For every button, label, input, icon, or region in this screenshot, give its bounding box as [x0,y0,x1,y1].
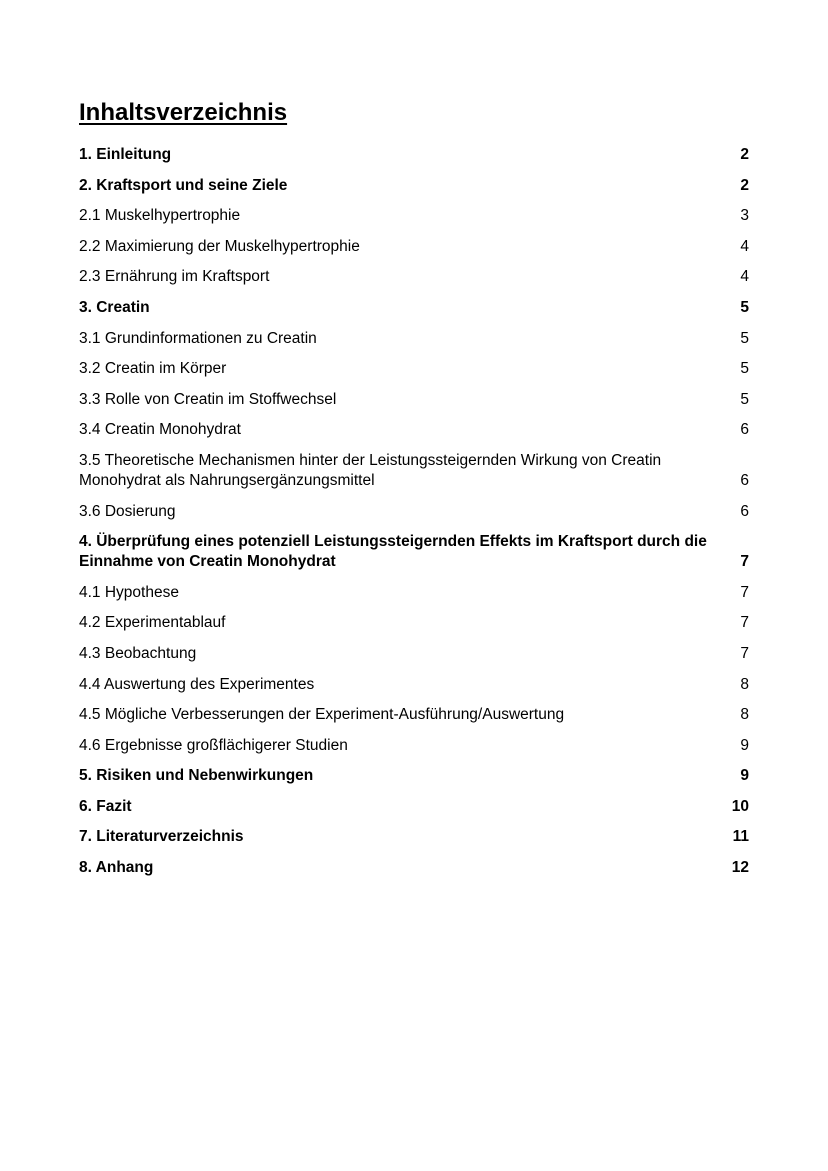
toc-entry [79,644,749,664]
toc-entry-label: 2.3 Ernährung im Kraftsport [79,268,270,286]
toc-entry [79,390,749,410]
toc-entry [79,502,749,522]
toc-entry-page-number: 2 [740,146,749,163]
toc-entry-page-number: 7 [740,553,749,571]
toc-entry-page-number: 5 [740,360,749,378]
toc-entry-page-number: 7 [740,644,749,662]
toc-entry [79,298,749,318]
toc-entry [79,176,749,196]
toc-entry-page-number: 6 [740,502,749,520]
toc-entry-label: 4.1 Hypothese [79,583,179,601]
toc-entry-label: 7. Literaturverzeichnis [79,828,244,846]
toc-entry-label: 3.6 Dosierung [79,502,176,520]
toc-entry [79,736,749,756]
toc-entry [79,451,749,491]
toc-entry-page-number: 5 [740,329,749,347]
toc-entry [79,329,749,349]
toc-entry-label: 3. Creatin [79,298,150,316]
toc-entry [79,675,749,695]
toc-entry [79,827,749,847]
toc-entry-page-number: 7 [740,614,749,632]
toc-entry [79,705,749,725]
toc-entry-label: 6. Fazit [79,797,132,815]
toc-entry-page-number: 6 [740,471,749,489]
toc-entry-label: 5. Risiken und Nebenwirkungen [79,767,314,785]
toc-entry [79,797,749,817]
toc-entry [79,359,749,379]
toc-entry-page-number: 8 [740,675,749,693]
toc-entry-label: 4.4 Auswertung des Experimentes [79,675,315,693]
toc-entry-page-number: 12 [731,859,749,877]
toc-entry-page-number: 9 [740,767,749,785]
toc-entry [79,583,749,603]
toc-entry-label: 4.2 Experimentablauf [79,614,226,632]
toc-entry [79,613,749,633]
toc-entry-page-number: 5 [740,298,749,316]
toc-entry-label: 4.3 Beobachtung [79,644,197,662]
toc-entry-page-number: 10 [731,797,749,815]
toc-entry-label: 1. Einleitung [79,146,172,163]
toc-entry-label: 3.4 Creatin Monohydrat [79,421,241,439]
toc-entry-label: 3.5 Theoretische Mechanismen hinter der Leistungssteigernden Wirkung von Creatin Monohydrat als Nahrungsergänzungsmittel [79,451,662,489]
toc-entry-page-number: 4 [740,268,749,286]
toc-entry [79,267,749,287]
toc-entry [79,858,749,878]
toc-title: Inhaltsverzeichnis [79,99,288,126]
toc-entry [79,532,749,572]
toc-entry-label: 2. Kraftsport und seine Ziele [79,176,288,194]
toc-entry-page-number: 2 [740,176,749,194]
toc-entry [79,766,749,786]
document-page [79,96,749,889]
toc-list [79,145,749,878]
toc-entry-page-number: 6 [740,421,749,439]
toc-entry-label: 2.1 Muskelhypertrophie [79,207,241,225]
toc-entry-page-number: 11 [732,828,749,846]
toc-entry-label: 3.2 Creatin im Körper [79,360,227,378]
toc-entry [79,206,749,226]
toc-entry-label: 4.5 Mögliche Verbesserungen der Experiment-Ausführung/Auswertung [79,706,565,724]
toc-entry [79,420,749,440]
toc-entry-page-number: 3 [740,207,749,225]
toc-entry-label: 4.6 Ergebnisse großflächigerer Studien [79,736,348,754]
toc-entry-page-number: 4 [740,237,749,255]
toc-entry-page-number: 5 [740,390,749,408]
toc-entry-label: 3.3 Rolle von Creatin im Stoffwechsel [79,390,337,408]
toc-entry-label: 8. Anhang [79,859,154,877]
toc-entry-label: 3.1 Grundinformationen zu Creatin [79,329,317,347]
toc-entry [79,237,749,257]
toc-entry-label: 2.2 Maximierung der Muskelhypertrophie [79,237,360,255]
toc-entry-page-number: 7 [740,583,749,601]
toc-entry-label: 4. Überprüfung eines potenziell Leistungssteigernden Effekts im Kraftsport durch die Einnahme von Creatin Monohydrat [79,533,707,571]
toc-entry [79,145,749,165]
toc-entry-page-number: 8 [740,706,749,724]
toc-entry-page-number: 9 [740,736,749,754]
